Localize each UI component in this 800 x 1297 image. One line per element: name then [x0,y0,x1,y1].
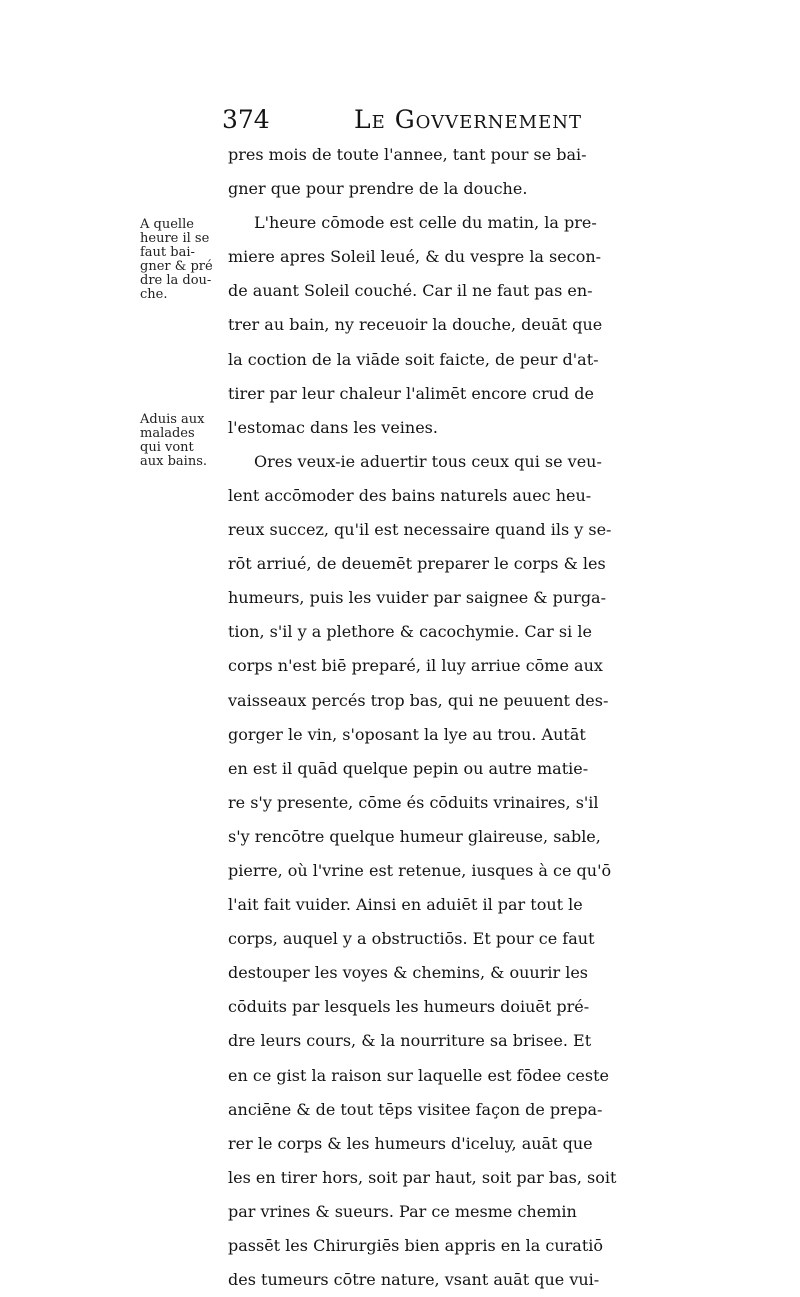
text-line: dre leurs cours, & la nourriture sa brisee. Et [228,1031,592,1051]
text-line: tion, s'il y a plethore & cacochymie. Car si le [228,622,592,642]
text-line: des tumeurs cōtre nature, vsant auāt que vui- [228,1270,600,1290]
text-line: la coction de la viāde soit faicte, de peur d'at- [228,349,599,369]
text-line: par vrines & sueurs. Par ce mesme chemin [228,1201,577,1221]
page-number: 374 [222,105,270,134]
text-line: corps n'est biē preparé, il luy arriue cōme aux [228,656,603,676]
text-line: pierre, où l'vrine est retenue, iusques à ce qu'ō [228,860,612,880]
text-line: l'estomac dans les veines. [228,417,438,437]
text-line: anciēne & de tout tēps visitee façon de prepa- [228,1099,603,1119]
text-line: vaisseaux percés trop bas, qui ne peuuent des- [228,690,609,710]
text-line: re s'y presente, cōme és cōduits vrinaires, s'il [228,792,599,812]
text-line: s'y rencōtre quelque humeur glaireuse, sable, [228,826,601,846]
text-line: gner que pour prendre de la douche. [228,179,528,199]
text-line: tirer par leur chaleur l'alimēt encore crud de [228,383,594,403]
margin-note-line: gner & pré [140,259,213,274]
text-line: de auant Soleil couché. Car il ne faut pas en- [228,281,593,301]
margin-note-line: qui vont [140,440,194,455]
text-line: en ce gist la raison sur laquelle est fōdee ceste [228,1065,610,1085]
margin-note-hour [140,218,226,302]
text-line: cōduits par lesquels les humeurs doiuēt pré- [228,997,590,1017]
text-line: l'ait fait vuider. Ainsi en aduiēt il par tout le [228,895,583,915]
running-title: Le Govvernement [354,105,583,134]
text-line: en est il quād quelque pepin ou autre matie- [228,758,589,778]
text-line: lent accōmoder des bains naturels auec heu- [228,485,592,505]
margin-note-line: heure il se [140,231,210,246]
margin-note-line: aux bains. [140,454,207,469]
text-line: Ores veux-ie aduertir tous ceux qui se veu- [254,451,602,471]
text-line: rer le corps & les humeurs d'iceluy, auāt que [228,1133,593,1153]
text-line: miere apres Soleil leué, & du vespre la secon- [228,247,602,267]
text-line: les en tirer hors, soit par haut, soit par bas, soit [228,1167,617,1187]
text-line: pres mois de toute l'annee, tant pour se bai- [228,145,587,164]
margin-note-line: malades [140,426,195,441]
text-line: corps, auquel y a obstructiōs. Et pour ce faut [228,929,595,949]
margin-note-line: Aduis aux [140,412,205,427]
text-line: trer au bain, ny receuoir la douche, deuāt que [228,315,603,335]
text-line: passēt les Chirurgiēs bien appris en la curatiō [228,1236,603,1255]
text-line: destouper les voyes & chemins, & ouurir les [228,963,588,983]
text-line: rōt arriué, de deuemēt preparer le corps & les [228,554,606,574]
text-line: gorger le vin, s'oposant la lye au trou. Autāt [228,724,586,744]
body-text [228,138,698,1297]
margin-note-line: che. [140,287,168,302]
page-header [222,104,702,136]
text-line: L'heure cōmode est celle du matin, la pre- [254,213,597,233]
text-line: humeurs, puis les vuider par saignee & purga- [228,588,606,608]
margin-note-line: faut bai- [140,245,195,260]
text-line: reux succez, qu'il est necessaire quand ils y se- [228,520,612,540]
margin-note-line: A quelle [140,217,194,232]
margin-note-advice [140,413,226,469]
margin-note-line: dre la dou- [140,273,212,288]
